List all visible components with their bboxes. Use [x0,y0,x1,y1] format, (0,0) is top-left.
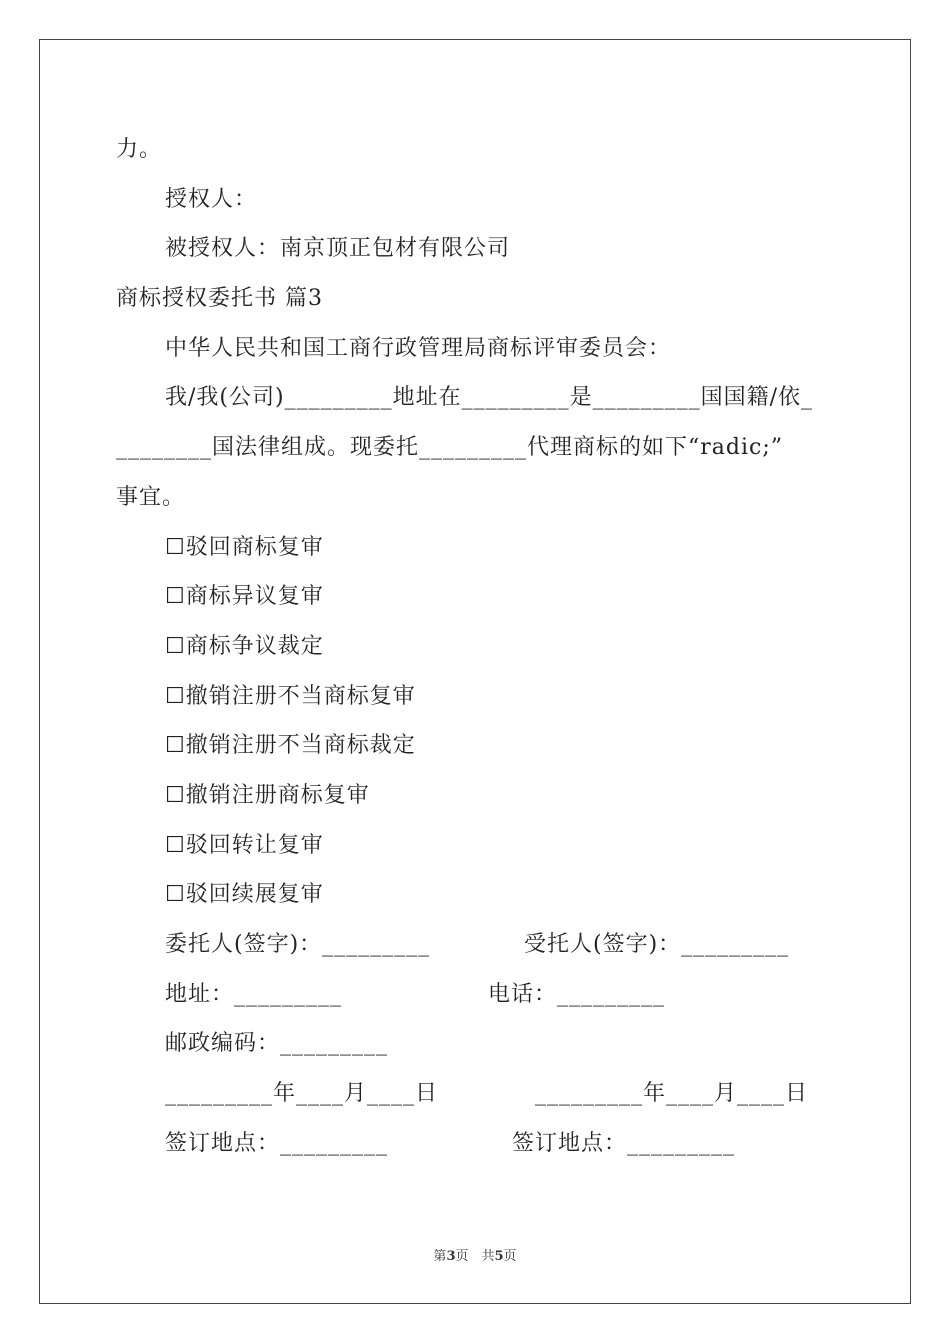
total-pages-number: 5 [494,1249,504,1264]
checkbox-item: ☐驳回商标复审 [165,535,324,560]
date-field: _________年____月____日 [535,1081,809,1106]
current-page-number: 3 [446,1249,456,1264]
agent-signature: 受托人(签字)：_________ [524,932,790,957]
section-heading: 商标授权委托书 篇3 [116,286,323,311]
text-line-grantor: 授权人： [165,187,258,212]
text-line: 事宜。 [116,485,186,510]
footer-suffix: 页 [503,1249,517,1264]
checkbox-item: ☐商标异议复审 [165,584,324,609]
text-line-addressee: 中华人民共和国工商行政管理局商标评审委员会： [165,336,672,361]
footer-prefix: 第 [433,1249,447,1264]
signing-place-field: 签订地点：_________ [512,1131,736,1156]
checkbox-item: ☐驳回续展复审 [165,882,324,907]
footer-mid: 页 共 [455,1249,495,1264]
checkbox-item: ☐撤销注册不当商标复审 [165,684,416,709]
page-border [39,39,911,1304]
postcode-field: 邮政编码：_________ [165,1031,389,1056]
text-line: ________国法律组成。现委托_________代理商标的如下“radic;” [116,435,783,460]
text-line: 我/我(公司)_________地址在_________是_________国国籍/依_ [165,385,813,410]
checkbox-item: ☐商标争议裁定 [165,634,324,659]
address-field: 地址：_________ [165,982,343,1007]
checkbox-item: ☐撤销注册商标复审 [165,783,370,808]
signing-place-field: 签订地点：_________ [165,1131,389,1156]
principal-signature: 委托人(签字)：_________ [165,932,431,957]
checkbox-item: ☐驳回转让复审 [165,833,324,858]
checkbox-item: ☐撤销注册不当商标裁定 [165,733,416,758]
page-footer [0,1248,950,1266]
text-line: 力。 [116,137,163,162]
text-line-grantee: 被授权人：南京顶正包材有限公司 [165,236,511,261]
date-field: _________年____月____日 [165,1081,439,1106]
phone-field: 电话：_________ [488,982,666,1007]
